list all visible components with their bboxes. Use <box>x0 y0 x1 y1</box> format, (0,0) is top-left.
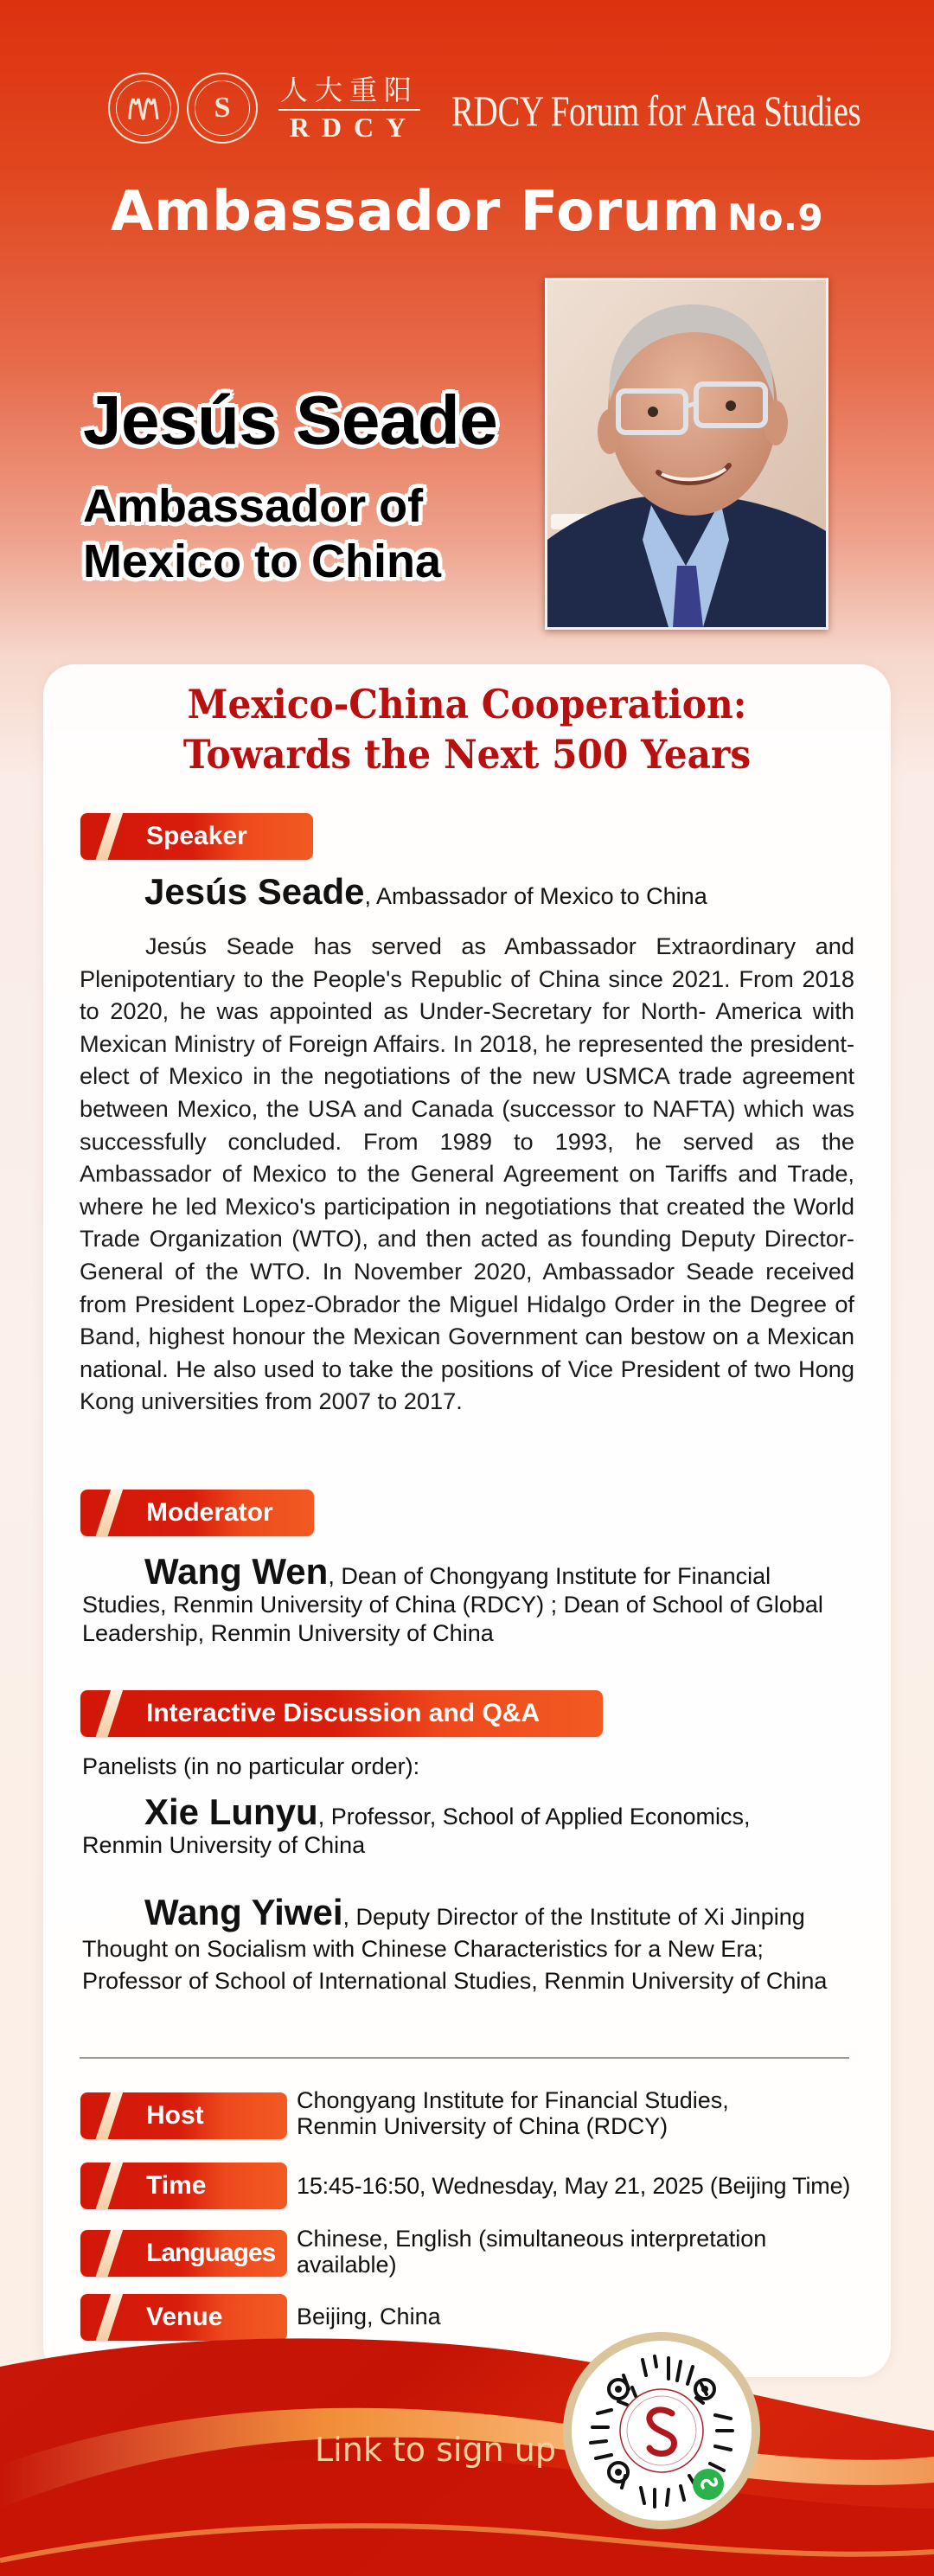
panelist-name: Wang Yiwei <box>144 1892 343 1932</box>
qr-code-face <box>572 2341 752 2521</box>
time-badge <box>80 2163 287 2209</box>
badge-slash-decoration <box>94 2230 125 2277</box>
moderator-title: , Dean of Chongyang Institute for Financial Studies, Renmin University of China (RDCY) ; Dean of School of Global Leadership, Renmin University of China <box>82 1563 823 1646</box>
forum-title-text: Ambassador Forum <box>110 180 720 244</box>
venue-badge-label: Venue <box>146 2303 223 2331</box>
languages-badge <box>80 2230 287 2277</box>
forum-title <box>0 177 934 253</box>
mountain-peaks-icon <box>126 93 161 123</box>
time-badge-label: Time <box>146 2171 207 2200</box>
forum-number: No.9 <box>726 196 824 239</box>
topic-title <box>77 679 857 779</box>
panelist-entry <box>82 1892 843 1997</box>
badge-slash-decoration <box>94 2092 125 2139</box>
forum-series-title: RDCY Forum for Area Studies <box>451 87 861 135</box>
badge-slash-decoration <box>94 2294 125 2341</box>
speaker-section-badge <box>80 813 313 860</box>
chongyang-institute-logo <box>187 73 258 144</box>
rdcy-english-name: RDCY <box>289 112 419 143</box>
hero-role-line-1: Ambassador of <box>83 480 424 532</box>
signup-link[interactable]: Link to sign up <box>315 2431 556 2469</box>
badge-slash-decoration <box>94 2163 125 2209</box>
venue-value: Beijing, China <box>297 2304 441 2329</box>
rdcy-wordmark <box>275 73 424 142</box>
renmin-university-emblem-icon <box>116 80 171 136</box>
speaker-photo <box>545 278 828 630</box>
discussion-badge-label: Interactive Discussion and Q&A <box>146 1699 541 1727</box>
wechat-miniprogram-qr-icon <box>572 2341 752 2521</box>
discussion-section-badge <box>80 1690 603 1737</box>
topic-title-line-1: Mexico-China Cooperation: <box>187 681 747 727</box>
moderator-name: Wang Wen <box>144 1551 329 1592</box>
section-divider <box>80 2057 849 2059</box>
panelist-title: , Professor, School of Applied Economics, Renmin University of China <box>82 1804 751 1858</box>
languages-badge-label: Languages <box>146 2239 276 2267</box>
speaker-bio: Jesús Seade has served as Ambassador Extraordinary and Plenipotentiary to the People's Republic of China since 2021. From 2018 to 2020, he was appointed as Under-Secretary for North- America with Mexican Ministry of Foreign Affairs. In 2018, he represented the president-elect of Mexico in the negotiations of the new USMCA trade agreement between Mexico, the USA and Canada (successor to NAFTA) which was successfully concluded. From 1989 to 1993, he served as the Ambassador of Mexico to the General Agreement on Tariffs and Trade, where he led Mexico's participation in negotiations that created the World Trade Organization (WTO), and then acted as founding Deputy Director-General of the WTO. In November 2020, Ambassador Seade received from President Lopez-Obrador the Miguel Hidalgo Order in the Degree of Band, highest honour the Mexican Government can bestow on a Mexican national. He also used to take the positions of Vice President of two Hong Kong universities from 2007 to 2017. <box>80 932 854 1415</box>
badge-slash-decoration <box>94 1490 125 1536</box>
hero-speaker-role <box>83 478 533 589</box>
hero-role-line-2: Mexico to China <box>83 535 442 587</box>
hero-speaker-name: Jesús Seade <box>83 381 498 458</box>
badge-slash-decoration <box>94 813 125 860</box>
moderator-badge-label: Moderator <box>146 1498 273 1527</box>
badge-slash-decoration <box>94 1690 125 1737</box>
speaker-title: , Ambassador of Mexico to China <box>364 883 707 909</box>
moderator-section-badge <box>80 1490 314 1536</box>
panelist-name: Xie Lunyu <box>144 1791 318 1832</box>
time-value: 15:45-16:50, Wednesday, May 21, 2025 (Beijing Time) <box>297 2173 851 2199</box>
rdcy-rule-divider <box>278 109 420 111</box>
chongyang-s-emblem-icon: S <box>195 80 250 136</box>
venue-badge <box>80 2294 287 2341</box>
renmin-university-logo <box>108 73 179 144</box>
rdcy-chinese-name: 人大重阳 <box>279 74 419 106</box>
languages-value: Chinese, English (simultaneous interpretation available) <box>297 2226 767 2278</box>
panelist-title: , Deputy Director of the Institute of Xi Jinping Thought on Socialism with Chinese Characteristics for a New Era; Professor of School of International Studies, Renmin University of China <box>82 1904 828 1994</box>
panelist-entry <box>82 1791 826 1860</box>
speaker-name: Jesús Seade <box>144 871 365 912</box>
panelists-intro: Panelists (in no particular order): <box>82 1753 420 1779</box>
portrait-illustration-icon <box>547 280 826 627</box>
speaker-badge-label: Speaker <box>146 822 247 850</box>
signup-qr-code[interactable] <box>563 2332 760 2529</box>
host-badge-label: Host <box>146 2101 204 2130</box>
host-value: Chongyang Institute for Financial Studies, Renmin University of China (RDCY) <box>297 2087 729 2139</box>
host-badge <box>80 2092 287 2139</box>
topic-title-line-2: Towards the Next 500 Years <box>182 731 752 778</box>
speaker-heading <box>82 871 860 912</box>
moderator-entry <box>82 1551 826 1648</box>
